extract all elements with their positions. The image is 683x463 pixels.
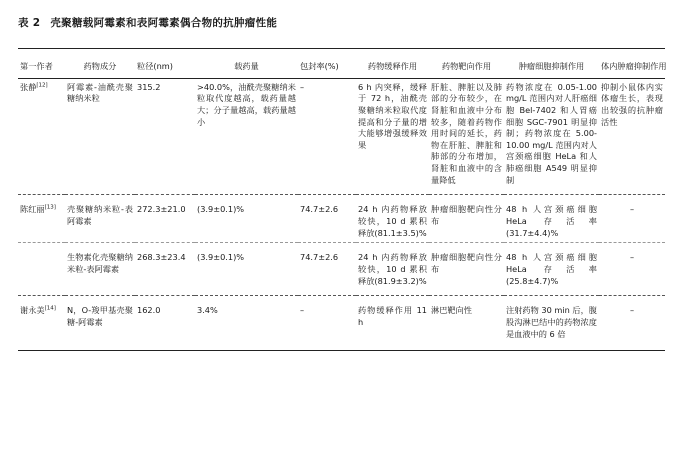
cell-encap: – xyxy=(298,78,356,195)
cell-release: 24 h 内药物释放较快，10 d 累积释放(81.9±3.2)% xyxy=(356,243,429,296)
cell-encap: – xyxy=(298,296,356,351)
cell-loading: 3.4% xyxy=(195,296,298,351)
antitumor-table xyxy=(18,48,665,351)
cell-release: 药物缓释作用 11 h xyxy=(356,296,429,351)
ref-mark: [13] xyxy=(44,204,56,211)
cell-cell-inhibition: 48 h 人宫颈癌细胞 HeLa 存活率(31.7±4.4)% xyxy=(506,204,597,238)
cell-loading: >40.0%，油酰壳聚糖纳米粒取代度越高，载药量越大；分子量越高，载药量越小 xyxy=(195,78,298,195)
cell-invivo: – xyxy=(599,296,665,351)
cell-size: 315.2 xyxy=(135,78,195,195)
table-caption xyxy=(18,16,277,31)
cell-drug: 阿霉素-油酰壳聚糖纳米粒 xyxy=(65,78,135,195)
cell-loading: (3.9±0.1)% xyxy=(197,204,245,215)
header-size: 粒径(nm) xyxy=(135,49,195,79)
cell-cell-inhibition: 48 h 人宫颈癌细胞 HeLa 存活率(25.8±4.7)% xyxy=(504,243,599,296)
header-author: 第一作者 xyxy=(18,49,65,79)
cell-invivo: 抑制小鼠体内实体瘤生长，表现出较强的抗肿瘤活性 xyxy=(599,78,665,195)
header-target: 药物靶向作用 xyxy=(429,49,504,79)
cell-cell-inhibition: 注射药物 30 min 后，腹股沟淋巴结中的药物浓度是血液中的 6 倍 xyxy=(504,296,599,351)
table-row xyxy=(18,296,665,351)
cell-release: 6 h 内突释，缓释于 72 h，油酰壳聚糖纳米粒取代度提高和分子量的增大能够增强缓释效果 xyxy=(356,78,429,195)
cell-target: 淋巴靶向性 xyxy=(429,296,504,351)
cell-target: 肿瘤细胞靶向性分布 xyxy=(429,243,504,296)
cell-author xyxy=(18,243,65,296)
cell-size: 268.3±23.4 xyxy=(135,243,195,296)
cell-encap: 74.7±2.6 xyxy=(298,243,356,296)
header-drug: 药物成分 xyxy=(65,49,135,79)
cell-cell-inhibition: 药物浓度在 0.05-1.00 mg/L 范围内对人肝癌细胞 Bel-7402 和人胃癌细胞 SGC-7901 明显抑制；药物浓度在 5.00-10.00 mg/L 范围内对人宫颈癌细胞 HeLa 和人肺癌细胞 A549 明显抑制 xyxy=(504,78,599,195)
cell-drug: N，O-羧甲基壳聚糖-阿霉素 xyxy=(65,296,135,351)
cell-loading: (3.9±0.1)% xyxy=(195,243,298,296)
header-cell: 肿瘤细胞抑制作用 xyxy=(504,49,599,79)
header-invivo: 体内肿瘤抑制作用 xyxy=(599,49,665,79)
table-row xyxy=(18,78,665,195)
table-title: 壳聚糖载阿霉素和表阿霉素偶合物的抗肿瘤性能 xyxy=(50,17,278,29)
cell-author: 谢永美[14] xyxy=(18,296,65,351)
cell-target: 肝脏、脾脏以及肺部的分布较少，在肾脏和血液中分布较多，随着药物作用时间的延长，药物在肝脏、脾脏和肺部的分布增加，肾脏和血液中的含量降低 xyxy=(429,78,504,195)
cell-invivo: – xyxy=(599,243,665,296)
header-encap: 包封率(%) xyxy=(298,49,356,79)
cell-size: 162.0 xyxy=(135,296,195,351)
header-row xyxy=(18,49,665,79)
cell-encap: 74.7±2.6 xyxy=(300,204,339,215)
cell-release: 24 h 内药物释放较快，10 d 累积释放(81.1±3.5)% xyxy=(358,204,427,238)
table-row xyxy=(18,195,665,243)
cell-target: 肿瘤细胞靶向性分布 xyxy=(431,204,502,227)
cell-author: 张静[12] xyxy=(18,78,65,195)
cell-drug: 壳聚糖纳米粒-表阿霉素 xyxy=(67,204,133,227)
header-release: 药物缓释作用 xyxy=(356,49,429,79)
cell-size: 272.3±21.0 xyxy=(137,204,186,215)
ref-mark: [12] xyxy=(36,81,48,88)
header-loading: 载药量 xyxy=(195,49,298,79)
table-row xyxy=(18,243,665,296)
cell-drug: 生物素化壳聚糖纳米粒-表阿霉素 xyxy=(65,243,135,296)
cell-invivo: – xyxy=(629,204,635,215)
table-number: 表 2 xyxy=(18,17,41,29)
cell-author: 陈红丽[13] xyxy=(20,204,56,215)
ref-mark: [14] xyxy=(44,305,56,312)
